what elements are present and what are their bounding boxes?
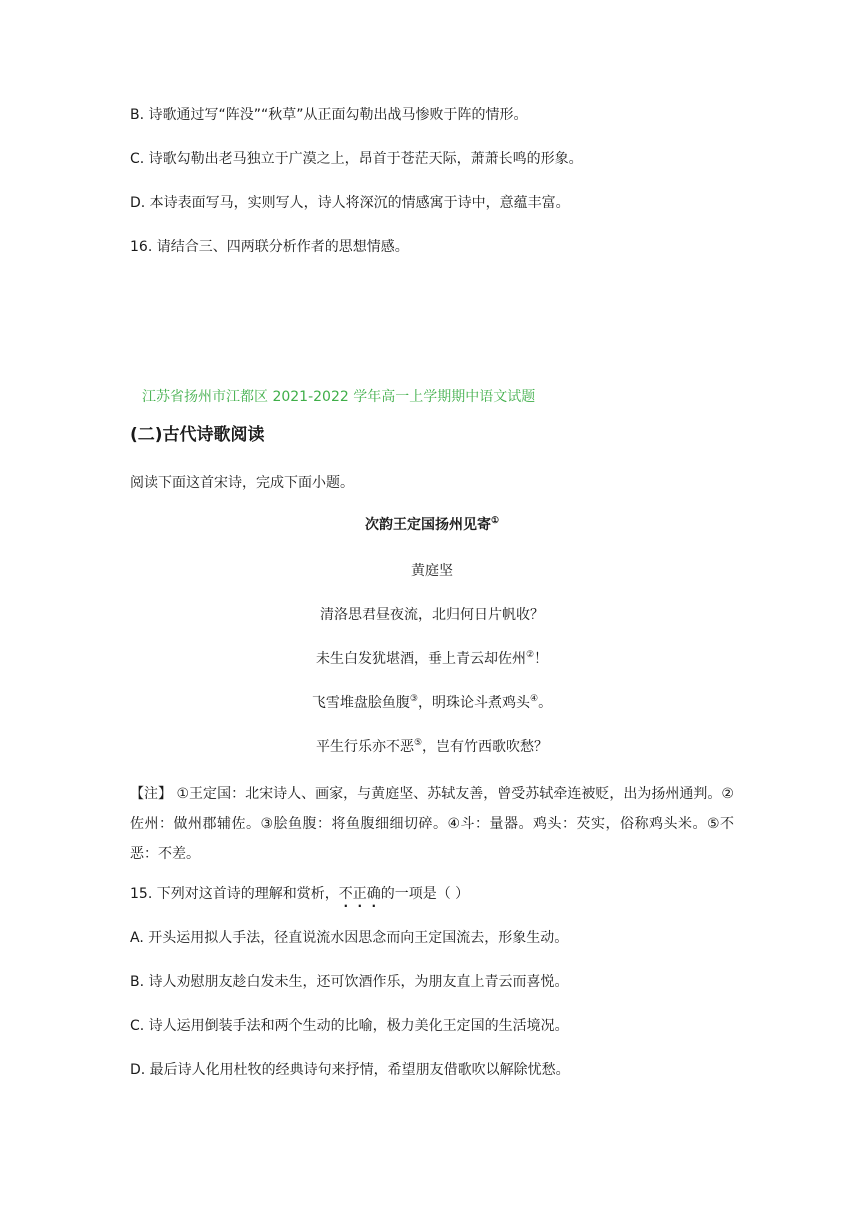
poem-author: 黄庭坚 bbox=[411, 563, 453, 579]
poem-notes: 【注】 ①王定国：北宋诗人、画家，与黄庭坚、苏轼友善，曾受苏轼牵连被贬，出为扬州通判。②佐州：做州郡辅佐。③脍鱼腹：将鱼腹细细切碎。④斗：量器。鸡头：芡实，俗称鸡头米。⑤不恶：不差。 bbox=[130, 786, 734, 862]
source-title: 江苏省扬州市江都区 2021-2022 学年高一上学期期中语文试题 bbox=[142, 389, 536, 405]
question-15: 15. 下列对这首诗的理解和赏析，不正确的一项是（ ） bbox=[130, 886, 470, 902]
emphasis-char: 确 bbox=[366, 886, 381, 902]
footnote-mark: ① bbox=[490, 516, 500, 526]
footnote-mark: ④ bbox=[530, 694, 539, 704]
footnote-mark: ③ bbox=[409, 694, 418, 704]
question-16: 16. 请结合三、四两联分析作者的思想情感。 bbox=[130, 239, 409, 255]
footnote-mark: ② bbox=[525, 650, 535, 660]
option-a: A. 开头运用拟人手法，径直说流水因思念而向王定国流去，形象生动。 bbox=[130, 930, 569, 946]
poem-line-2: 未生白发犹堪酒，垂上青云却佐州②！ bbox=[315, 650, 549, 667]
poem-line-4: 平生行乐亦不恶⑤，岂有竹西歌吹愁？ bbox=[315, 738, 549, 755]
option-c: C. 诗人运用倒装手法和两个生动的比喻，极力美化王定国的生活境况。 bbox=[130, 1018, 569, 1034]
emphasis-char: 不 bbox=[338, 886, 353, 902]
option-d: D. 最后诗人化用杜牧的经典诗句来抒情，希望朋友借歌吹以解除忧愁。 bbox=[130, 1062, 570, 1078]
option-d-prev: D. 本诗表面写马，实则写人，诗人将深沉的情感寓于诗中，意蕴丰富。 bbox=[130, 195, 570, 211]
option-c-prev: C. 诗歌勾勒出老马独立于广漠之上，昂首于苍茫天际，萧萧长鸣的形象。 bbox=[130, 151, 583, 167]
poem-line-1: 清洛思君昼夜流，北归何日片帆收？ bbox=[320, 607, 544, 623]
poem-title: 次韵王定国扬州见寄① bbox=[364, 516, 500, 533]
option-b: B. 诗人劝慰朋友趁白发未生，还可饮酒作乐，为朋友直上青云而喜悦。 bbox=[130, 974, 569, 990]
instruction: 阅读下面这首宋诗，完成下面小题。 bbox=[130, 475, 354, 491]
option-b-prev: B. 诗歌通过写“阵没”“秋草”从正面勾勒出战马惨败于阵的情形。 bbox=[130, 107, 528, 123]
poem-line-3: 飞雪堆盘脍鱼腹③，明珠论斗煮鸡头④。 bbox=[311, 694, 553, 711]
emphasis-char: 正 bbox=[352, 886, 367, 902]
footnote-mark: ⑤ bbox=[413, 738, 423, 748]
section-title: (二)古代诗歌阅读 bbox=[130, 425, 265, 445]
